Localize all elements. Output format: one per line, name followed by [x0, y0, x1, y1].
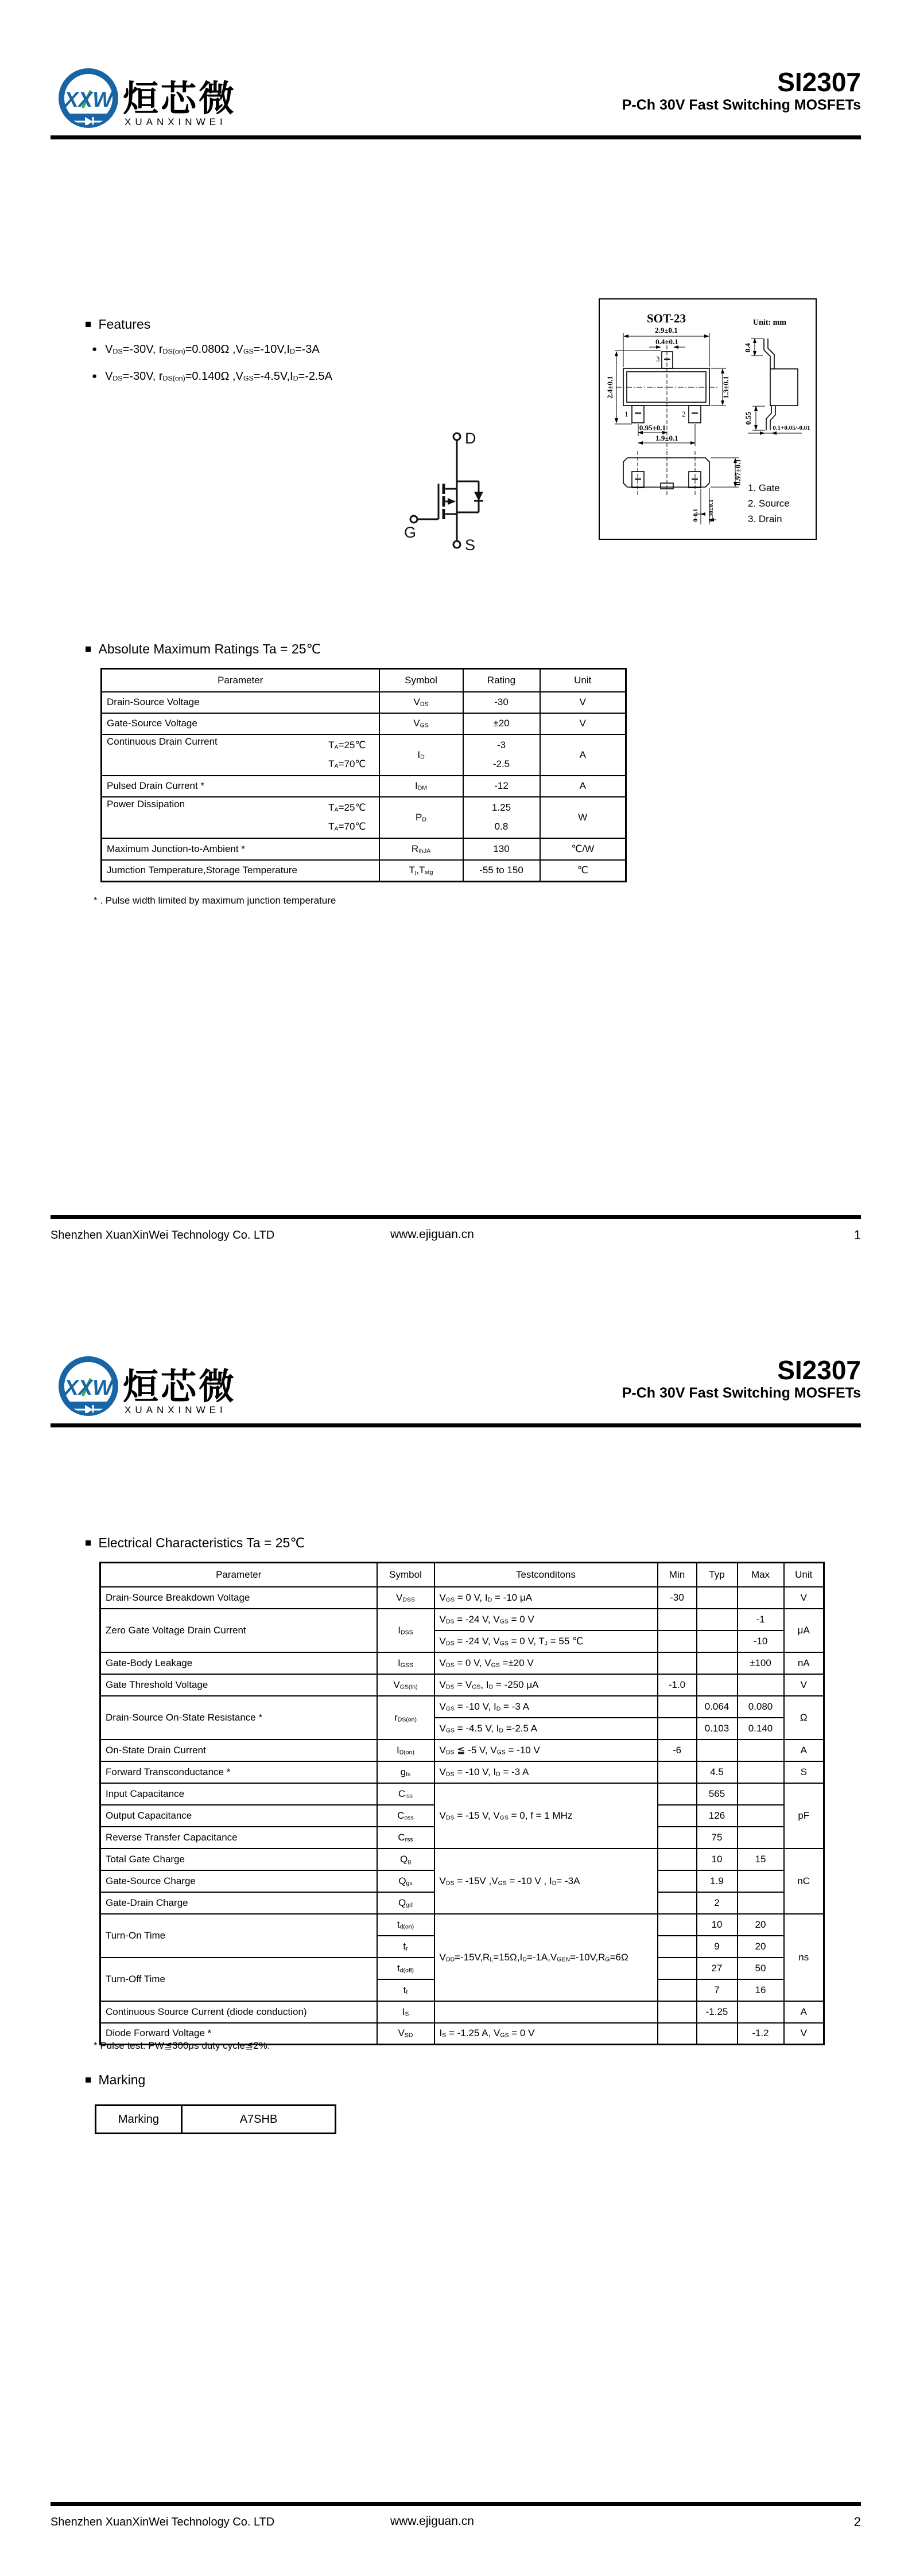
cell: $g_{fs}$	[377, 1761, 434, 1783]
cell	[658, 1849, 697, 1870]
cell: Zero Gate Voltage Drain Current	[100, 1609, 377, 1652]
cell	[658, 1696, 697, 1718]
col-header: Typ	[697, 1563, 738, 1587]
cell	[658, 2001, 697, 2023]
cell: $C_{rss}$	[377, 1827, 434, 1849]
part-number: SI2307	[777, 67, 861, 97]
cell: Jumction Temperature,Storage Temperature	[102, 860, 379, 882]
package-outline-drawing	[599, 298, 817, 540]
col-header: Max	[738, 1563, 784, 1587]
table-row	[102, 776, 626, 797]
cell	[658, 1870, 697, 1892]
dim-pad-width: 0.38±0.1	[708, 499, 715, 522]
abs-max-table	[100, 668, 627, 882]
cell	[658, 1783, 697, 1805]
cell: $T_j,T_{stg}$	[379, 860, 463, 882]
pin1-number: 1	[624, 410, 628, 418]
cell: $C_{iss}$	[377, 1783, 434, 1805]
drain-label: D	[465, 430, 476, 447]
cell: $V_{DS} = 0$ V, $V_{GS} =\pm 20$ V	[434, 1652, 658, 1674]
col-header: Symbol	[379, 669, 463, 692]
cell	[102, 734, 379, 776]
cell: -6	[658, 1740, 697, 1761]
cell	[697, 1740, 738, 1761]
brand-english-name: XUANXINWEI	[125, 1404, 227, 1415]
cell: $V_{DS} = -15V$ $,V_{GS} = -10$ V , $I_D= -3A$	[434, 1849, 658, 1914]
table-row	[102, 734, 626, 776]
cell: $V_{DSS}$	[377, 1587, 434, 1609]
table-row	[96, 2106, 336, 2134]
part-subtitle: P-Ch 30V Fast Switching MOSFETs	[622, 1384, 861, 1401]
cell	[738, 1827, 784, 1849]
cell: -30	[658, 1587, 697, 1609]
cell: Reverse Transfer Capacitance	[100, 1827, 377, 1849]
table-row	[102, 713, 626, 734]
cell: 50	[738, 1958, 784, 1979]
cell	[738, 1783, 784, 1805]
cell: μA	[784, 1609, 824, 1652]
cell: -1.0	[658, 1674, 697, 1696]
cell	[463, 797, 540, 838]
cell: nC	[784, 1849, 824, 1914]
cell: $Q_g$	[377, 1849, 434, 1870]
cell: $I_{D(on)}$	[377, 1740, 434, 1761]
cell: $t_{d(off)}$	[377, 1958, 434, 1979]
cell	[738, 1740, 784, 1761]
part-subtitle: P-Ch 30V Fast Switching MOSFETs	[622, 96, 861, 113]
rating-line: -2.5	[492, 758, 510, 769]
cell: V	[784, 2023, 824, 2045]
cell: -1.25	[697, 2001, 738, 2023]
brand-chinese-name: 烜芯微	[123, 1365, 237, 1407]
cell: $I_S = -1.25$ A, $V_{GS} = 0$ V	[434, 2023, 658, 2045]
cell: 4.5	[697, 1761, 738, 1783]
header-rule	[51, 135, 861, 139]
feature-item-2: ● $V_{DS}=-30V$, $r_{DS(on)}=0.140\Omega$ $,V_{GS}=-4.5V,I_D=-2.5A$	[92, 370, 332, 383]
table-row	[100, 1914, 824, 1936]
cell: A	[540, 734, 626, 776]
part-number: SI2307	[777, 1355, 861, 1385]
table-row	[102, 860, 626, 882]
brand-english-name: XUANXINWEI	[125, 116, 227, 127]
col-header: Unit	[784, 1563, 824, 1587]
cell	[658, 1827, 697, 1849]
cell: 75	[697, 1827, 738, 1849]
cell: ℃/W	[540, 838, 626, 860]
dim-lead-thickness: 0.1+0.05/-0.01	[773, 425, 810, 431]
table-row	[100, 1609, 824, 1631]
elec-table	[99, 1562, 825, 2045]
pin3-number: 3	[656, 355, 660, 363]
cell: -1.2	[738, 2023, 784, 2045]
cell: $V_{DS} = -15$ V, $V_{GS} = 0$, f = 1 MHz	[434, 1783, 658, 1849]
cell: Drain-Source Breakdown Voltage	[100, 1587, 377, 1609]
dim-body-height: 1.3±0.1	[721, 376, 730, 399]
cell: $V_{GS}$	[379, 713, 463, 734]
cell: 15	[738, 1849, 784, 1870]
cell: Total Gate Charge	[100, 1849, 377, 1870]
cell: 0.103	[697, 1718, 738, 1740]
marking-label-cell: Marking	[96, 2106, 182, 2134]
features-section-title: ■ Features	[85, 317, 150, 332]
table-row	[100, 1696, 824, 1718]
rating-line: 1.25	[491, 802, 511, 814]
cell: pF	[784, 1783, 824, 1849]
marking-table	[95, 2104, 336, 2134]
source-label: S	[465, 536, 476, 554]
table-row	[100, 2001, 824, 2023]
header-title-block	[517, 1356, 861, 1402]
cell: $V_{GS} = 0$ V, $I_D = -10$ μA	[434, 1587, 658, 1609]
cell	[738, 1587, 784, 1609]
cell	[738, 1892, 784, 1914]
cell: $V_{GS} = -10$ V, $I_D = -3$ A	[434, 1696, 658, 1718]
cell	[658, 2023, 697, 2045]
cell	[697, 1587, 738, 1609]
cell: $V_{GS} = -4.5$ V, $I_D =-2.5$ A	[434, 1718, 658, 1740]
cell: A	[784, 1740, 824, 1761]
cell: $V_{SD}$	[377, 2023, 434, 2045]
cell: A	[540, 776, 626, 797]
cell: $V_{DS} = -24$ V, $V_{GS} = 0$ V, $T_J = 55$ ℃	[434, 1631, 658, 1652]
cell: $R_{thJA}$	[379, 838, 463, 860]
cell: -1	[738, 1609, 784, 1631]
cell	[658, 1718, 697, 1740]
header-rule	[51, 1423, 861, 1427]
cell	[658, 1958, 697, 1979]
cell: V	[540, 713, 626, 734]
package-name: SOT-23	[646, 312, 686, 325]
table-row	[102, 838, 626, 860]
cell: Gate-Body Leakage	[100, 1652, 377, 1674]
dim-total-height: 2.4±0.1	[606, 376, 614, 399]
cell: Diode Forward Voltage *	[100, 2023, 377, 2045]
cell: $I_{DM}$	[379, 776, 463, 797]
cell: 10	[697, 1914, 738, 1936]
rating-line: 0.8	[494, 820, 509, 832]
cell: Drain-Source On-State Resistance *	[100, 1696, 377, 1740]
cell: nA	[784, 1652, 824, 1674]
pin2-number: 2	[682, 410, 686, 418]
cell: 1.9	[697, 1870, 738, 1892]
logo-letters: XXW	[64, 88, 113, 111]
cell: Input Capacitance	[100, 1783, 377, 1805]
cell: -10	[738, 1631, 784, 1652]
col-header: Rating	[463, 669, 540, 692]
abs-max-footnote: * . Pulse width limited by maximum junction temperature	[94, 895, 336, 906]
body-diode-icon	[474, 492, 483, 501]
cell	[658, 1761, 697, 1783]
cell: 0.080	[738, 1696, 784, 1718]
cell: $V_{GS(th)}$	[377, 1674, 434, 1696]
cell: W	[540, 797, 626, 838]
cell	[738, 1870, 784, 1892]
cell	[697, 1609, 738, 1631]
cell: Output Capacitance	[100, 1805, 377, 1827]
col-header: Parameter	[102, 669, 379, 692]
dim-pin-span: 1.9±0.1	[655, 434, 678, 442]
abs-max-section-title: ■ Absolute Maximum Ratings Ta = 25℃	[85, 641, 321, 657]
header-title-block	[517, 68, 861, 114]
cell: Forward Transconductance *	[100, 1761, 377, 1783]
cell: $C_{oss}$	[377, 1805, 434, 1827]
cell: $Q_{gs}$	[377, 1870, 434, 1892]
cell	[658, 1652, 697, 1674]
cell: $I_D$	[379, 734, 463, 776]
table-row	[100, 1674, 824, 1696]
cell	[658, 1805, 697, 1827]
cell: $V_{DS}$	[379, 692, 463, 713]
cell	[697, 1674, 738, 1696]
cell: -55 to 150	[463, 860, 540, 882]
cell: $t_f$	[377, 1979, 434, 2001]
mosfet-arrow-icon	[448, 498, 456, 505]
feature-item-1: ● $V_{DS}=-30V$, $r_{DS(on)}=0.080\Omega$ $,V_{GS}=-10V,I_D=-3A$	[92, 343, 320, 356]
cell: $V_{DS} = -24$ V, $V_{GS} = 0$ V	[434, 1609, 658, 1631]
cell: Gate-Source Voltage	[102, 713, 379, 734]
cell	[738, 1674, 784, 1696]
cell: Continuous Source Current (diode conduction)	[100, 2001, 377, 2023]
mosfet-symbol-diagram	[388, 426, 537, 558]
cell: $I_S$	[377, 2001, 434, 2023]
col-header: Min	[658, 1563, 697, 1587]
logo-letters: XXW	[64, 1376, 113, 1399]
cell: 16	[738, 1979, 784, 2001]
page-number-1: 1	[853, 1228, 861, 1242]
cell: $r_{DS(on)}$	[377, 1696, 434, 1740]
cell: 2	[697, 1892, 738, 1914]
cell	[658, 1631, 697, 1652]
table-header-row	[102, 669, 626, 692]
cell	[697, 1652, 738, 1674]
table-row	[100, 1740, 824, 1761]
cell: $I_{GSS}$	[377, 1652, 434, 1674]
cell: On-State Drain Current	[100, 1740, 377, 1761]
page-number-2: 2	[853, 2515, 861, 2529]
dim-lead-top: 0.4	[743, 343, 752, 353]
cell: 0.064	[697, 1696, 738, 1718]
cell: 565	[697, 1783, 738, 1805]
cell: 27	[697, 1958, 738, 1979]
footer-website[interactable]: www.ejiguan.cn	[390, 1228, 474, 1241]
package-unit: Unit: mm	[753, 318, 786, 327]
cell: 7	[697, 1979, 738, 2001]
cell: 130	[463, 838, 540, 860]
company-logo	[56, 1353, 123, 1421]
gate-label: G	[404, 524, 417, 541]
cell: $I_{DSS}$	[377, 1609, 434, 1652]
cell: Gate Threshold Voltage	[100, 1674, 377, 1696]
cell: ±100	[738, 1652, 784, 1674]
dim-standoff: 0-0.1	[692, 508, 699, 522]
footer-rule	[51, 1215, 861, 1219]
cell: 126	[697, 1805, 738, 1827]
cell: $V_{DD}=-15V,R_L=15\Omega,I_D=-1A,V_{GEN}=-10V,R_G=6\Omega$	[434, 1914, 658, 2001]
dim-top-width: 2.9±0.1	[655, 326, 678, 334]
cell: ±20	[463, 713, 540, 734]
param-name: Continuous Drain Current	[107, 736, 218, 748]
cell	[658, 1892, 697, 1914]
cond-line: $T_A=25℃$	[328, 802, 366, 814]
cell: $t_r$	[377, 1936, 434, 1958]
cell	[434, 2001, 658, 2023]
pin-legend-gate: 1. Gate	[748, 482, 780, 493]
footer-website[interactable]: www.ejiguan.cn	[390, 2515, 474, 2528]
company-logo	[56, 65, 123, 133]
cell: $V_{DS} = V_{GS}$, $I_D = -250$ μA	[434, 1674, 658, 1696]
cell: $V_{DS} = -10$ V, $I_D = -3$ A	[434, 1761, 658, 1783]
dim-pin-pitch: 0.95±0.1	[639, 423, 666, 432]
col-header: Testconditons	[434, 1563, 658, 1587]
footer-company: Shenzhen XuanXinWei Technology Co. LTD	[51, 2516, 275, 2528]
cell	[658, 1914, 697, 1936]
footer-rule	[51, 2502, 861, 2506]
cell: 0.140	[738, 1718, 784, 1740]
cell: 20	[738, 1914, 784, 1936]
cond-line: $T_A=25℃$	[328, 740, 366, 751]
cell	[658, 1979, 697, 2001]
cell: 10	[697, 1849, 738, 1870]
cell: $P_D$	[379, 797, 463, 838]
pin-legend-drain: 3. Drain	[748, 513, 782, 524]
cell: V	[540, 692, 626, 713]
cell: ns	[784, 1914, 824, 2001]
col-header: Parameter	[100, 1563, 377, 1587]
table-row	[100, 1761, 824, 1783]
cell	[463, 734, 540, 776]
cell	[738, 1805, 784, 1827]
table-row	[100, 1587, 824, 1609]
cell	[658, 1609, 697, 1631]
marking-section-title: ■ Marking	[85, 2072, 145, 2088]
cell	[697, 1631, 738, 1652]
cell: $V_{DS}$ ≦ -5 V, $V_{GS} = -10$ V	[434, 1740, 658, 1761]
table-row	[102, 692, 626, 713]
cell: V	[784, 1587, 824, 1609]
dim-side-height: 0.97±0.1	[734, 458, 742, 486]
cell	[738, 1761, 784, 1783]
cell: Gate-Drain Charge	[100, 1892, 377, 1914]
col-header: Unit	[540, 669, 626, 692]
cell: ℃	[540, 860, 626, 882]
cell: A	[784, 2001, 824, 2023]
footer-company: Shenzhen XuanXinWei Technology Co. LTD	[51, 1229, 275, 1242]
table-row	[100, 1652, 824, 1674]
elec-footnote: * Pulse test: PW≦300μs duty cycle≦2%.	[94, 2040, 270, 2051]
cell	[738, 2001, 784, 2023]
cell: -30	[463, 692, 540, 713]
brand-chinese-name: 烜芯微	[123, 77, 237, 119]
cond-line: $T_A=70℃$	[328, 758, 366, 769]
rating-line: -3	[496, 740, 506, 751]
param-name: Power Dissipation	[107, 799, 185, 810]
cell: Ω	[784, 1696, 824, 1740]
cell: 9	[697, 1936, 738, 1958]
cell: Drain-Source Voltage	[102, 692, 379, 713]
cell	[697, 2023, 738, 2045]
cell: Turn-On Time	[100, 1914, 377, 1958]
table-row	[102, 797, 626, 838]
cell: Gate-Source Charge	[100, 1870, 377, 1892]
dim-pin-width: 0.4±0.1	[655, 337, 678, 346]
cell: $t_{d(on)}$	[377, 1914, 434, 1936]
pin-legend-source: 2. Source	[748, 498, 790, 509]
cell: 20	[738, 1936, 784, 1958]
cell	[658, 1936, 697, 1958]
table-row	[100, 1783, 824, 1805]
cell: -12	[463, 776, 540, 797]
cell: V	[784, 1674, 824, 1696]
cell: S	[784, 1761, 824, 1783]
table-row	[100, 1849, 824, 1870]
elec-section-title: ■ Electrical Characteristics Ta = 25℃	[85, 1535, 305, 1551]
cell: Maximum Junction-to-Ambient *	[102, 838, 379, 860]
dim-lead-bottom: 0.55	[744, 411, 752, 425]
cell: Pulsed Drain Current *	[102, 776, 379, 797]
cell: Turn-Off Time	[100, 1958, 377, 2001]
cell: $Q_{gd}$	[377, 1892, 434, 1914]
col-header: Symbol	[377, 1563, 434, 1587]
cond-line: $T_A=70℃$	[328, 820, 366, 832]
cell	[102, 797, 379, 838]
marking-value-cell: A7SHB	[182, 2106, 336, 2134]
table-header-row	[100, 1563, 824, 1587]
